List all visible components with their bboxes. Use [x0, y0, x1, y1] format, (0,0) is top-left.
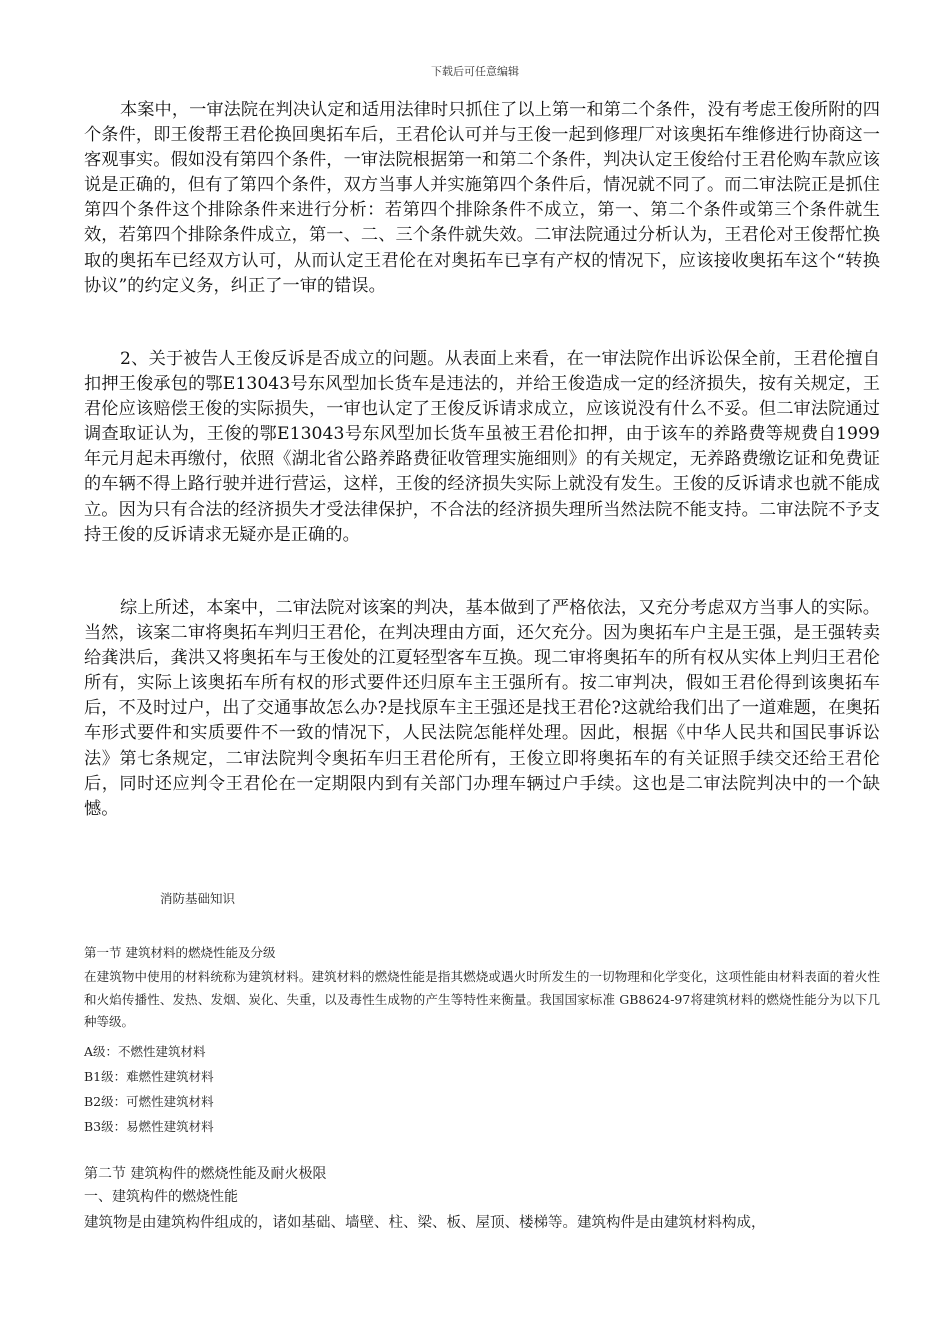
paragraph-conclusion: 综上所述，本案中，二审法院对该案的判决，基本做到了严格依法，又充分考虑双方当事人的实际。当然，该案二审将奥拓车判归王君伦，在判决理由方面，还欠充分。因为奥拓车户主是王强，是王强转卖给龚洪后，龚洪又将奥拓车与王俊处的江夏轻型客车互换。现二审将奥拓车的所有权从实体上判归王君伦所有，实际上该奥拓车所有权的形式要件还归原车主王强所有。按二审判决，假如王君伦得到该奥拓车后，不及时过户，出了交通事故怎么办?是找原车主王强还是找王君伦?这就给我们出了一道难题，在奥拓车形式要件和实质要件不一致的情况下，人民法院怎能样处理。因此，根据《中华人民共和国民事诉讼法》第七条规定，二审法院判令奥拓车归王君伦所有，王俊立即将奥拓车的有关证照手续交还给王君伦后，同时还应判令王君伦在一定期限内到有关部门办理车辆过户手续。这也是二审法院判决中的一个缺憾。: [84, 598, 880, 819]
grade-b2-item: B2级：可燃性建筑材料: [84, 1094, 214, 1109]
section1-body: 在建筑物中使用的材料统称为建筑材料。建筑材料的燃烧性能是指其燃烧或遇火时所发生的一切物理和化学变化，这项性能由材料表面的着火性和火焰传播性、发热、发烟、炭化、失重，以及毒性生成物的产生等特性来衡量。我国国家标准 GB8624-97将建筑材料的燃烧性能分为以下几种等级。: [84, 969, 880, 1029]
grade-a-item: A级：不燃性建筑材料: [84, 1044, 206, 1059]
section1-heading: 第一节 建筑材料的燃烧性能及分级: [84, 945, 276, 960]
page-header: 下载后可任意编辑: [431, 65, 519, 78]
paragraph-analysis: 本案中，一审法院在判决认定和适用法律时只抓住了以上第一和第二个条件，没有考虑王俊所附的四个条件，即王俊帮王君伦换回奥拓车后，王君伦认可并与王俊一起到修理厂对该奥拓车维修进行协商这一客观事实。假如没有第四个条件，一审法院根据第一和第二个条件，判决认定王俊给付王君伦购车款应该说是正确的，但有了第四个条件，双方当事人并实施第四个条件后，情况就不同了。而二审法院正是抓住第四个条件这个排除条件来进行分析：若第四个排除条件不成立，第一、第二个条件或第三个条件就生效，若第四个排除条件成立，第一、二、三个条件就失效。二审法院通过分析认为，王君伦对王俊帮忙换取的奥拓车已经双方认可，从而认定王君伦在对奥拓车已享有产权的情况下，应该接收奥拓车这个“转换协议”的约定义务，纠正了一审的错误。: [84, 100, 880, 296]
grade-b1-item: B1级：难燃性建筑材料: [84, 1069, 214, 1084]
section2-heading: 第二节 建筑构件的燃烧性能及耐火极限: [84, 1166, 327, 1182]
grade-b3-item: B3级：易燃性建筑材料: [84, 1119, 214, 1134]
section2-body: 建筑物是由建筑构件组成的，诸如基础、墙壁、柱、梁、板、屋顶、楼梯等。建筑构件是由建筑材料构成，: [84, 1215, 766, 1231]
fire-knowledge-title: 消防基础知识: [160, 891, 236, 906]
section2-subheading: 一、建筑构件的燃烧性能: [84, 1189, 238, 1205]
paragraph-counterclaim: 2、关于被告人王俊反诉是否成立的问题。从表面上来看，在一审法院作出诉讼保全前，王君伦擅自扣押王俊承包的鄂E13043号东风型加长货车是违法的，并给王俊造成一定的经济损失，按有关规定，王君伦应该赔偿王俊的实际损失，一审也认定了王俊反诉请求成立，应该说没有什么不妥。但二审法院通过调查取证认为，王俊的鄂E13043号东风型加长货车虽被王君伦扣押，由于该车的养路费等规费自1999年元月起未再缴付，依照《湖北省公路养路费征收管理实施细则》的有关规定，无养路费缴讫证和免费证的车辆不得上路行驶并进行营运，这样，王俊的经济损失实际上就没有发生。王俊的反诉请求也就不能成立。因为只有合法的经济损失才受法律保护，不合法的经济损失理所当然法院不能支持。二审法院不予支持王俊的反诉请求无疑亦是正确的。: [84, 349, 880, 545]
